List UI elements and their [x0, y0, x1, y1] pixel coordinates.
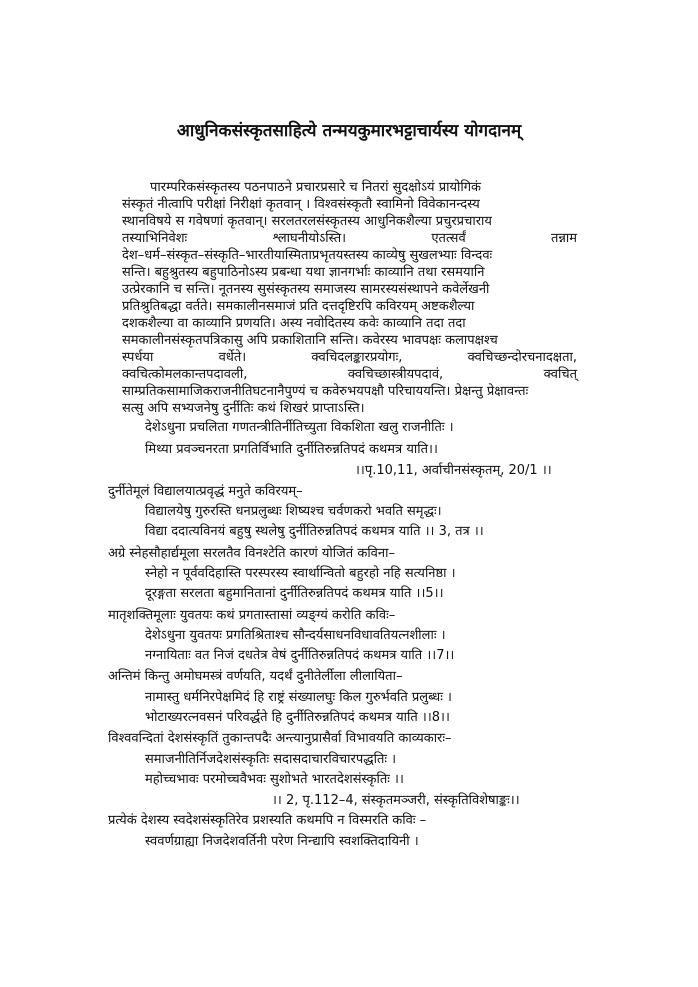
- citation-line: ।। 2, पृ.112–4, संस्कृतमञ्जरी, संस्कृतिविशेषाङ्कः।।: [272, 793, 520, 808]
- verse-line: नामास्तु धर्मनिरपेक्षमिदं हि राष्ट्रं संख्यालघुः किल गुरुर्भवति प्रलुब्धः ।: [145, 690, 452, 705]
- body-line: पारम्परिकसंस्कृतस्य पठनपाठने प्रचारप्रसारे च नितरां सुदक्षोऽयं प्रायोगिकं: [150, 180, 482, 195]
- body-line: अन्तिमं किन्तु अमोघमस्त्रं वर्णयति, यदर्थं दुनीतेर्लीला लीलायिता–: [108, 669, 403, 684]
- body-line: मातृशक्तिमूलाः युवतयः कथं प्रगतास्तासां व्यङ्ग्यं करोति कविः–: [108, 608, 396, 623]
- verse-line: देशेऽधुना प्रचलिता गणतन्त्रीतिर्नीतिच्युता विकशिता खलु राजनीतिः ।: [145, 420, 454, 435]
- body-line: सत्सु अपि सभ्यजनेषु दुर्नीतिः कथं शिखरं प्राप्ताऽस्ति।: [122, 401, 365, 416]
- body-line: संस्कृतं नीत्वापि परीक्षां निरीक्षां कृतवान् । विश्वसंस्कृतौ स्वामिनो विवेकानन्दस्य: [122, 197, 480, 212]
- body-line: तस्याभिनिवेशः श्लाघनीयोऽस्ति। एतत्सर्वं तन्नाम: [122, 231, 577, 246]
- verse-line: विद्या ददात्यविनयं बहुषु स्थलेषु दुर्नीतिरुन्नतिपदं कथमत्र याति ।। 3, तत्र ।।: [145, 524, 484, 539]
- page-title: आधुनिकसंस्कृतसाहित्ये तन्मयकुमारभट्टाचार्यस्य योगदानम्: [176, 121, 522, 141]
- verse-line: महोच्चभावः परमोच्चवैभवः सुशोभते भारतदेशसंस्कृतिः ।।: [145, 772, 404, 787]
- verse-line: दूरङ्गता सरलता बहुमानितानां दुर्नीतिरुन्नतिपदं कथमत्र याति ।।5।।: [145, 586, 444, 601]
- verse-line: नग्नायिताः वत निजं दधतेत्र वेषं दुर्नीतिरुन्नतिपदं कथमत्र याति ।।7।।: [145, 648, 455, 663]
- verse-line: देशेऽधुना युवतयः प्रगतिश्रिताश्च सौन्दर्यसाधनविधावतियत्नशीलाः ।: [145, 628, 446, 643]
- body-line: सन्ति। बहुश्रुतस्य बहुपाठिनोऽस्य प्रबन्धा यथा ज्ञानगर्भाः काव्यानि तथा रसमयानि: [122, 265, 485, 280]
- body-line: प्रत्येकं देशस्य स्वदेशसंस्कृतिरेव प्रशस्यति कथमपि न विस्मरति कविः –: [108, 813, 427, 828]
- verse-line: विद्यालयेषु गुरुरस्ति धनप्रलुब्धः शिष्यश्च चर्वणकरो भवति समृद्धः।: [145, 504, 442, 519]
- body-line: साम्प्रतिकसामाजिकराजनीतिघटनानैपुण्यं च कवेरुभयपक्षौ परिचाययन्ति। प्रेक्षन्तु प्रेक्षावन्तः: [122, 384, 529, 399]
- body-line: उत्प्रेरकानि च सन्ति। नूतनस्य सुसंस्कृतस्य समाजस्य सामरस्यसंस्थापने कवेर्लेखनी: [122, 282, 490, 297]
- verse-line: समाजनीतिर्निजदेशसंस्कृतिः सदासदाचारविचारपद्धतिः ।: [145, 752, 397, 767]
- verse-line: स्नेहो न पूर्ववदिहास्ति परस्परस्य स्वार्थान्वितो बहुरहो नहि सत्यनिष्ठा ।: [145, 566, 456, 581]
- body-line: देश–धर्म–संस्कृत–संस्कृति–भारतीयास्मिताप्रभृतयस्तस्य काव्येषु सुखलभ्याः विन्दवः: [122, 248, 493, 263]
- body-line: क्वचित्कोमलकान्तपदावली, क्वचिच्छास्त्रीयपदावं, क्वचित्: [122, 367, 577, 382]
- body-line: समकालीनसंस्कृतपत्रिकासु अपि प्रकाशितानि सन्ति। कवेरस्य भावपक्षः कलापक्षश्च: [122, 333, 498, 348]
- body-line: अग्रे स्नेहसौहार्द्यमूला सरलतैव विनश्टेति कारणं योजितं कविना–: [108, 546, 395, 561]
- citation-line: ।।पृ.10,11, अर्वाचीनसंस्कृतम्, 20/1 ।।: [355, 463, 552, 478]
- verse-line: मिथ्या प्रवञ्चनरता प्रगतिर्विभाति दुर्नीतिरुन्नतिपदं कथमत्र याति।।: [145, 442, 438, 457]
- body-line: विश्ववन्दितां देशसंस्कृतिं तुकान्तपदैः अन्त्यानुप्रासैर्वा विभावयति काव्यकारः–: [108, 731, 452, 746]
- body-line: प्रतिश्रुतिबद्धा वर्तते। समकालीनसमाजं प्रति दत्तदृष्टिरपि कविरयम् अष्टकशैल्या: [122, 299, 475, 314]
- verse-line: स्ववर्णग्राह्या निजदेशवर्तिनी परेण निन्द्यापि स्वशक्तिदायिनी ।: [145, 834, 419, 849]
- body-line: स्थानविषये स गवेषणां कृतवान्। सरलतरलसंस्कृतस्य आधुनिकशैल्या प्रचुरप्रचाराय: [122, 214, 492, 229]
- verse-line: भोटाख्यरत्नवसनं परिवर्द्धते हि दुर्नीतिरुन्नतिपदं कथमत्र याति ।।8।।: [145, 710, 450, 725]
- body-line: स्पर्धया वर्धेते। क्वचिदलङ्कारप्रयोगः, क्वचिच्छन्दोरचनादक्षता,: [122, 350, 577, 365]
- body-line: दशकशैल्या वा काव्यानि प्रणयति। अस्य नवोदितस्य कवेः काव्यानि तदा तदा: [122, 316, 466, 331]
- body-line: दुर्नीतेमूलं विद्यालयात्प्रवृद्धं मनुते कविरयम्–: [108, 484, 303, 499]
